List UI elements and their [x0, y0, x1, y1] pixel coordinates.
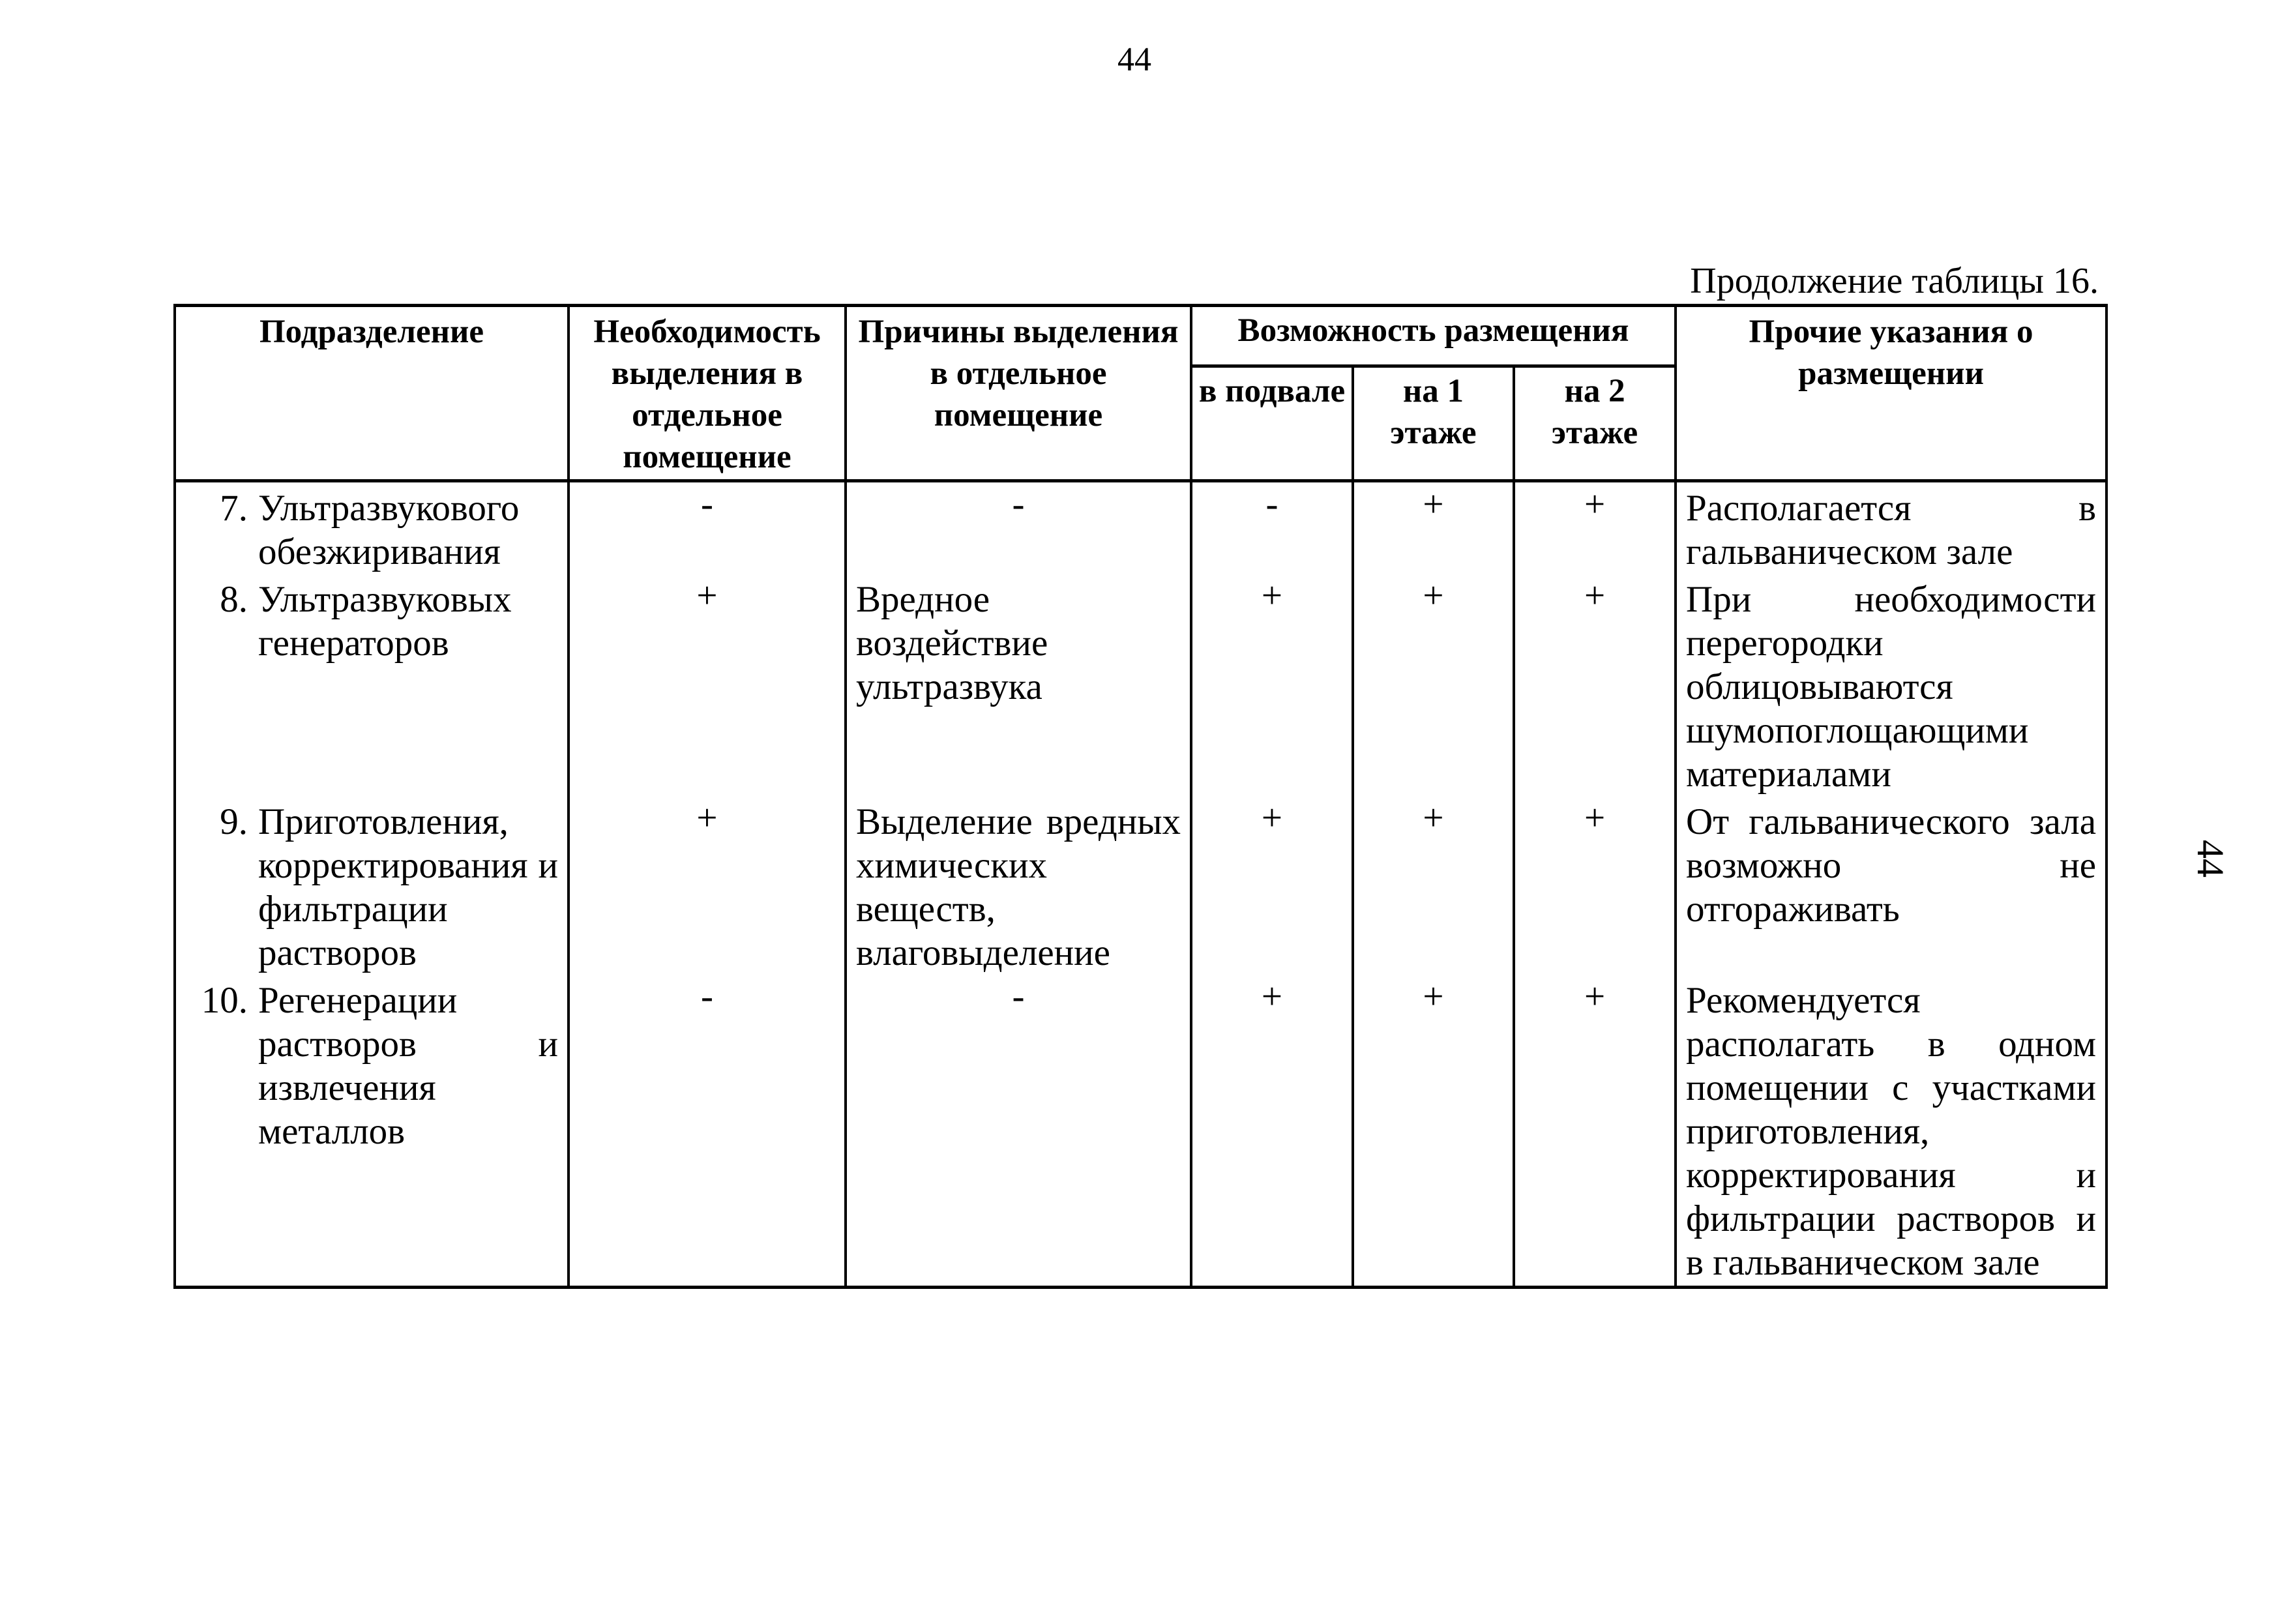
cell-necessity: - — [569, 481, 846, 574]
header-floor1: на 1 этаже — [1353, 366, 1514, 481]
header-reasons: Причины выделения в отдельное помещение — [846, 306, 1191, 481]
cell-basement: + — [1191, 796, 1353, 975]
cell-floor2: + — [1514, 975, 1676, 1288]
cell-necessity: + — [569, 574, 846, 796]
row-name: Ультразвукового обезжиривания — [258, 488, 520, 572]
header-subdivision: Подразделение — [175, 306, 569, 481]
cell-floor1: + — [1353, 975, 1514, 1288]
cell-floor2: + — [1514, 481, 1676, 574]
cell-other: Располагается в гальваническом зале — [1676, 481, 2106, 574]
cell-reasons: - — [846, 481, 1191, 574]
table-row — [175, 481, 2106, 574]
cell-floor2: + — [1514, 796, 1676, 975]
cell-basement: + — [1191, 975, 1353, 1288]
header-placement-group: Возможность размещения — [1191, 306, 1676, 366]
row-name: Приготовления, корректирования и фильтрации растворов — [258, 801, 558, 973]
row-name: Ультразвуковых генераторов — [258, 579, 512, 664]
table-caption: Продолжение таблицы 16. — [1690, 261, 2099, 301]
table-row — [175, 796, 2106, 975]
row-number: 7. — [220, 488, 248, 529]
cell-floor1: + — [1353, 481, 1514, 574]
cell-subdivision — [175, 481, 569, 574]
cell-subdivision — [175, 574, 569, 796]
row-name: Регенерации растворов и извлечения металлов — [258, 980, 558, 1152]
cell-floor2: + — [1514, 574, 1676, 796]
header-floor2: на 2 этаже — [1514, 366, 1676, 481]
cell-other: При необходимости перегородки облицовываются шумопоглощающими материалами — [1676, 574, 2106, 796]
cell-other: От гальванического зала возможно не отгораживать — [1676, 796, 2106, 975]
cell-necessity: - — [569, 975, 846, 1288]
cell-subdivision — [175, 796, 569, 975]
cell-subdivision — [175, 975, 569, 1288]
table-row — [175, 574, 2106, 796]
table-row — [175, 975, 2106, 1288]
cell-basement: - — [1191, 481, 1353, 574]
cell-necessity: + — [569, 796, 846, 975]
cell-reasons: - — [846, 975, 1191, 1288]
row-number: 10. — [201, 980, 248, 1021]
header-basement: в подвале — [1191, 366, 1353, 481]
row-number: 9. — [220, 801, 248, 842]
cell-basement: + — [1191, 574, 1353, 796]
header-other: Прочие указания о размещении — [1676, 306, 2106, 481]
cell-reasons: Вредное воздействие ультразвука — [846, 574, 1191, 796]
cell-floor1: + — [1353, 796, 1514, 975]
side-page-number: 44 — [2189, 840, 2232, 878]
cell-other: Рекомендуется располагать в одном помещении с участками приготовления, корректирования и фильтрации растворов и в гальваническом зале — [1676, 975, 2106, 1288]
page-number: 44 — [1117, 41, 1151, 78]
cell-reasons: Выделение вредных химических веществ, влаговыделение — [846, 796, 1191, 975]
header-row — [175, 306, 2106, 366]
header-necessity: Необходимость выделения в отдельное помещение — [569, 306, 846, 481]
row-number: 8. — [220, 579, 248, 620]
cell-floor1: + — [1353, 574, 1514, 796]
placement-table — [173, 304, 2108, 1289]
